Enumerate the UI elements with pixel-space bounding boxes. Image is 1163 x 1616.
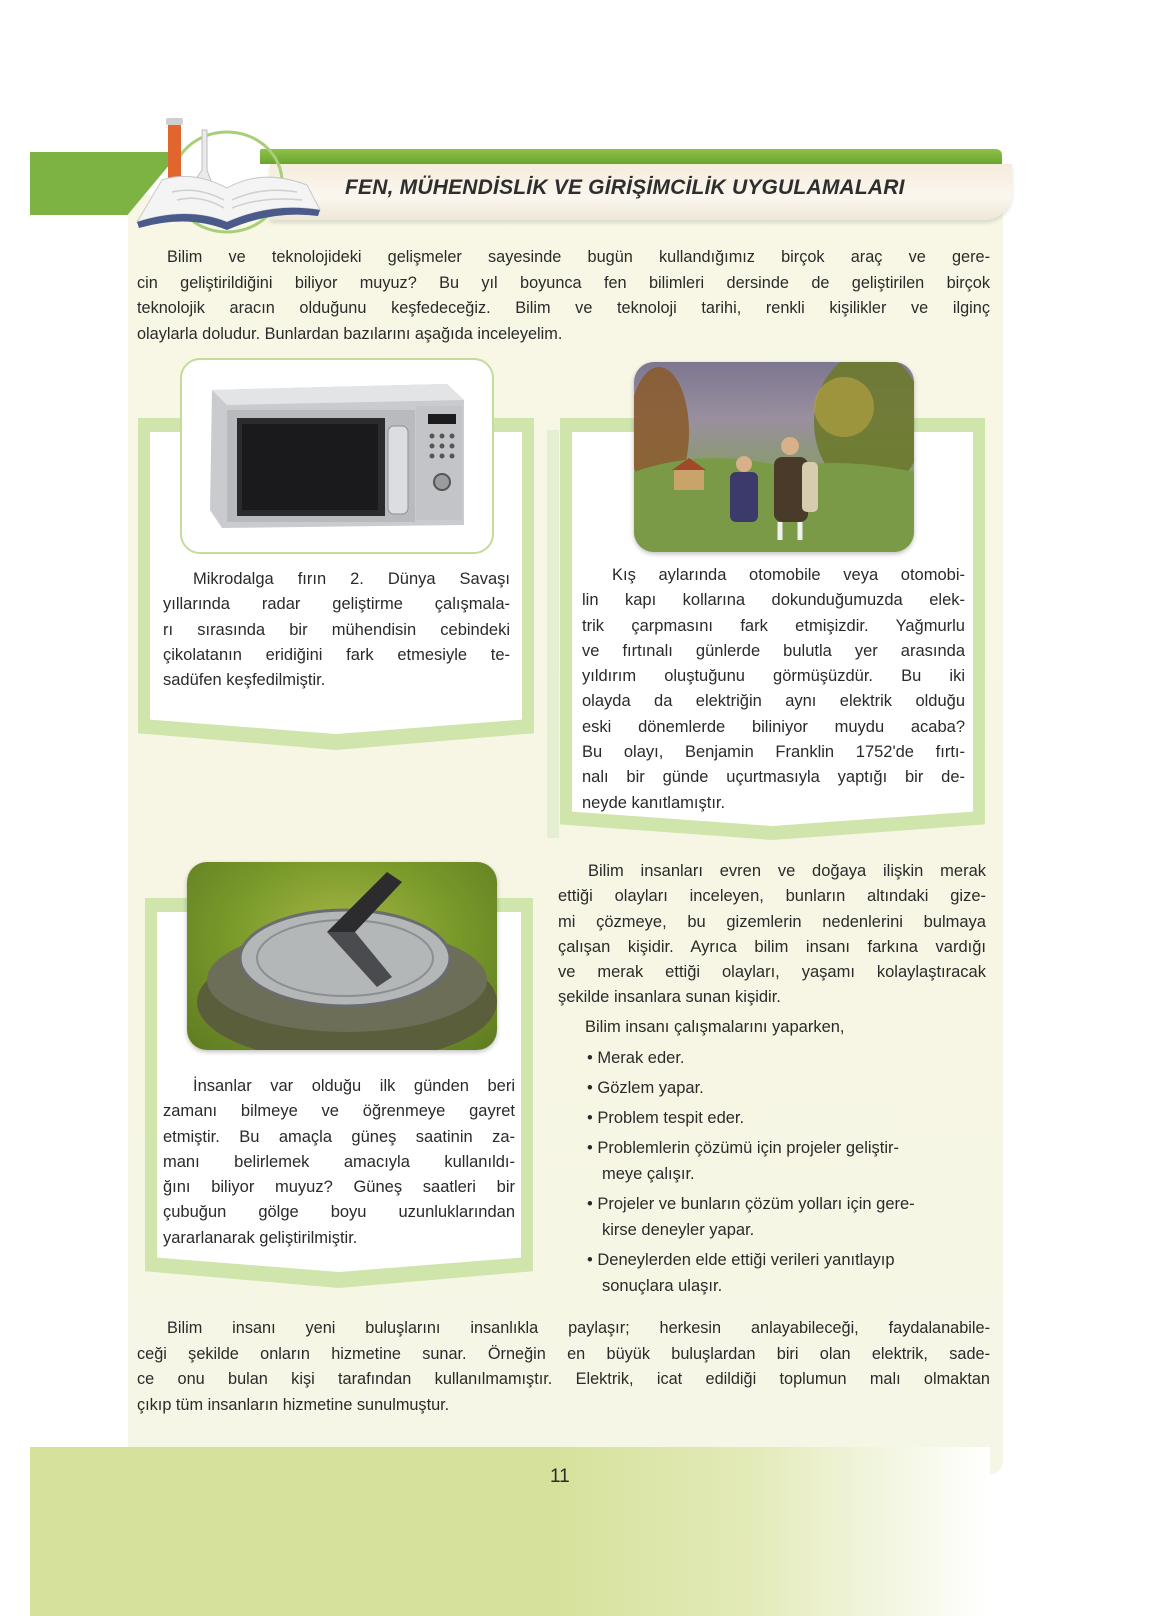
list-item: • Problemlerin çözümü için projeler geliştir- — [587, 1139, 900, 1157]
intro-paragraph — [137, 245, 990, 347]
list-item: • Deneylerden elde ettiği verileri yanıtlayıp — [587, 1251, 895, 1269]
scientist-lead — [585, 1015, 985, 1040]
scientist-paragraph — [558, 859, 986, 1011]
box-line: Mikrodalga fırın 2. Dünya Savaşı — [193, 570, 510, 588]
paragraph-line: mi çözmeye, bu gizemlerin nedenlerini bulmaya — [558, 912, 986, 931]
frame-top-left — [560, 418, 640, 432]
franklin-outer-bar — [547, 430, 559, 838]
box-line: yıldırım oluştuğunu görmüşüzdür. Bu iki — [582, 667, 965, 686]
box-line: etmiştir. Bu amaçla güneş saatinin za- — [163, 1127, 515, 1146]
footer-band — [30, 1447, 990, 1616]
box-line: lin kapı kollarına dokunduğumuzda elek- — [582, 591, 965, 610]
frame-top-left — [145, 898, 190, 912]
box-line: manı belirlemek amacıyla kullanıldı- — [163, 1152, 515, 1171]
scientist-bullet-list — [587, 1045, 987, 1299]
paragraph-line: şekilde insanlara sunan kişidir. — [558, 988, 781, 1007]
sundial-photo — [187, 862, 497, 1050]
book-and-test-tube-icon — [132, 110, 322, 240]
franklin-text — [582, 563, 965, 816]
section-title: FEN, MÜHENDİSLİK VE GİRİŞİMCİLİK UYGULAMALARI — [345, 176, 905, 199]
box-line: Bu olayı, Benjamin Franklin 1752'de fırtı- — [582, 743, 965, 762]
closing-paragraph — [137, 1316, 990, 1418]
paragraph-line: Bilim insanları evren ve doğaya ilişkin merak — [588, 862, 986, 880]
box-line: Kış aylarında otomobile veya otomobi- — [612, 566, 965, 584]
paragraph-line: ve merak ettiği olayları, yaşamı kolaylaştıracak — [558, 963, 986, 982]
frame-top-right — [912, 418, 985, 432]
box-line: sadüfen keşfedilmiştir. — [163, 671, 326, 690]
box-line: eski dönemlerde biliniyor muydu acaba? — [582, 717, 965, 736]
microwave-icon — [182, 360, 494, 554]
intro-line: Bilim ve teknolojideki gelişmeler sayesinde bugün kullandığımız birçok araç ve gere- — [167, 248, 990, 266]
list-item: • Problem tespit eder. — [587, 1109, 745, 1127]
box-line: ğını biliyor muyuz? Güneş saatleri bir — [163, 1178, 515, 1197]
closing-line: Bilim insanı yeni buluşlarını insanlıkla paylaşır; herkesin anlayabileceği, faydalanabile- — [167, 1319, 990, 1337]
sundial-text — [163, 1074, 515, 1251]
box-line: İnsanlar var olduğu ilk günden beri — [193, 1077, 515, 1095]
microwave-text — [163, 567, 510, 693]
box-line: neyde kanıtlamıştır. — [582, 793, 726, 812]
sundial-icon — [187, 862, 497, 1050]
closing-line: ce onu bulan kişi tarafından kullanılmamıştır. Elektrik, icat edildiği toplumun malı olmaktan — [137, 1370, 990, 1388]
box-line: çikolatanın eridiğini fark etmesiyle te- — [163, 645, 510, 664]
box-line: rı sırasında bir mühendisin cebindeki — [163, 620, 510, 639]
list-item: • Merak eder. — [587, 1049, 685, 1067]
intro-line: olaylarla doludur. Bunlardan bazılarını aşağıda inceleyelim. — [137, 324, 563, 343]
paragraph-line: çalışan kişidir. Ayrıca bilim insanı farkına vardığı — [558, 937, 986, 956]
list-item: • Gözlem yapar. — [587, 1079, 704, 1097]
closing-line: çıkıp tüm insanların hizmetine sunulmuştur. — [137, 1395, 450, 1414]
page-number: 11 — [550, 1466, 570, 1487]
closing-line: ceği şekilde onların hizmetine sunar. Örneğin en büyük buluşlardan biri olan elektrik, sade- — [137, 1344, 990, 1363]
box-line: zamanı bilmeye ve öğrenmeye gayret — [163, 1102, 515, 1121]
microwave-oven-photo — [180, 358, 494, 554]
list-item: • Projeler ve bunların çözüm yolları için gere- — [587, 1195, 915, 1213]
box-line: ve fırtınalı günlerde bulutla yer arasında — [582, 641, 965, 660]
intro-line: cin geliştirildiğini biliyor muyuz? Bu yıl boyunca fen bilimleri dersinde de geliştirilen birçok — [137, 273, 990, 292]
box-line: trik çarpmasını fark etmişizdir. Yağmurlu — [582, 616, 965, 635]
list-item-continuation: meye çalışır. — [602, 1165, 695, 1183]
benjamin-franklin-kite-painting — [634, 362, 914, 552]
box-line: nalı bir günde uçurtmasıyla yaptığı bir de- — [582, 768, 965, 787]
box-line: olayda da elektriğin aynı elektrik olduğu — [582, 692, 965, 711]
lead-line: Bilim insanı çalışmalarını yaparken, — [585, 1018, 845, 1036]
list-item-continuation: kirse deneyler yapar. — [602, 1221, 755, 1239]
box-line: yıllarında radar geliştirme çalışmala- — [163, 595, 510, 614]
header-bar — [260, 149, 1002, 164]
painting-scene-icon — [634, 362, 914, 552]
box-line: çubuğun gölge boyu uzunluklarından — [163, 1203, 515, 1222]
box-line: yararlanarak geliştirilmiştir. — [163, 1228, 358, 1247]
paragraph-line: ettiği olayları inceleyen, bunların altındaki gize- — [558, 887, 986, 906]
intro-line: teknolojik aracın olduğunu keşfedeceğiz. Bilim ve teknoloji tarihi, renkli kişilikler ve ilginç — [137, 299, 990, 317]
list-item-continuation: sonuçlara ulaşır. — [602, 1277, 723, 1295]
